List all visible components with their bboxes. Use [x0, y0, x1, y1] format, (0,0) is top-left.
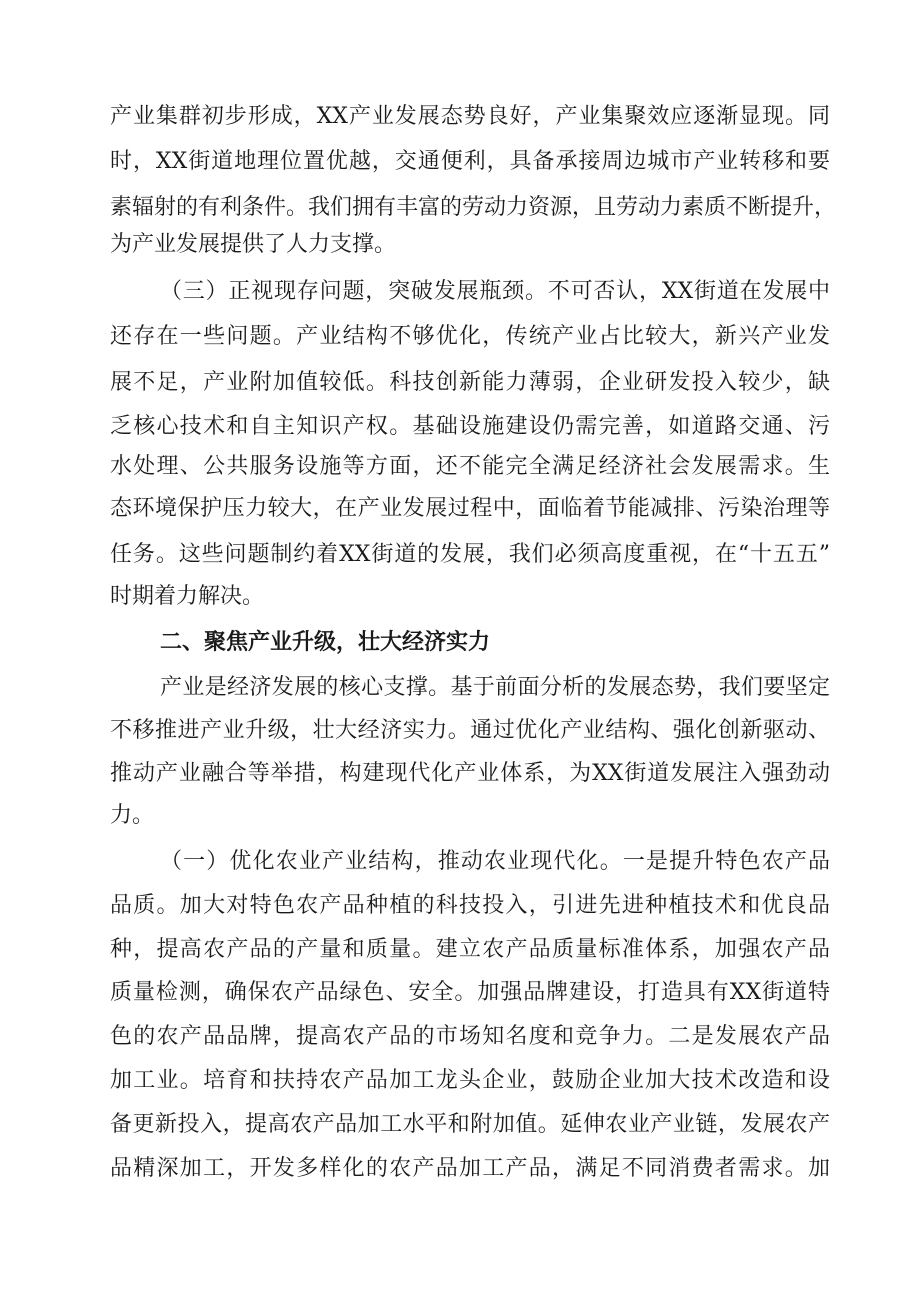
- section-intro-line: （三）正视现存问题，突破发展瓶颈。不可否认，XX街道在发展中: [160, 279, 830, 304]
- subsection-first-line: （一）优化农业产业结构，推动农业现代化。一是提升特色农产品: [160, 849, 830, 874]
- body-line: 加工业。培育和扶持农产品加工龙头企业，鼓励企业加大技术改造和设: [110, 1068, 830, 1093]
- body-line: 素辐射的有利条件。我们拥有丰富的劳动力资源，且劳动力素质不断提升，: [110, 195, 837, 220]
- body-line: 还存在一些问题。产业结构不够优化，传统产业占比较大，新兴产业发: [110, 324, 830, 349]
- body-line: 水处理、公共服务设施等方面，还不能完全满足经济社会发展需求。生: [110, 454, 830, 479]
- body-line: 备更新投入，提高农产品加工水平和附加值。延伸农业产业链，发展农产: [110, 1112, 830, 1137]
- body-line: 种，提高农产品的产量和质量。建立农产品质量标准体系，加强农产品: [110, 937, 830, 962]
- body-line: 色的农产品品牌，提高农产品的市场知名度和竞争力。二是发展农产品: [110, 1024, 830, 1049]
- body-line: 不移推进产业升级，壮大经济实力。通过优化产业结构、强化创新驱动、: [110, 718, 830, 743]
- body-line: 乏核心技术和自主知识产权。基础设施建设仍需完善，如道路交通、污: [110, 414, 830, 439]
- paragraph-first-line: 产业是经济发展的核心支撑。基于前面分析的发展态势，我们要坚定: [160, 675, 830, 700]
- body-line: 质量检测，确保农产品绿色、安全。加强品牌建设，打造具有XX街道特: [110, 980, 830, 1005]
- body-line: 品精深加工，开发多样化的农产品加工产品，满足不同消费者需求。加: [110, 1156, 830, 1181]
- body-line: 展不足，产业附加值较低。科技创新能力薄弱，企业研发投入较少，缺: [110, 370, 830, 395]
- body-line: 推动产业融合等举措，构建现代化产业体系，为XX街道发展注入强劲动: [110, 761, 830, 786]
- body-line: 时期着力解决。: [110, 584, 265, 609]
- body-line: 任务。这些问题制约着XX街道的发展，我们必须高度重视，在“十五五”: [110, 542, 830, 567]
- body-line: 产业集群初步形成，XX产业发展态势良好，产业集聚效应逐渐显现。同: [110, 104, 830, 129]
- body-line: 为产业发展提供了人力支撑。: [110, 232, 397, 257]
- body-line: 力。: [110, 803, 155, 828]
- body-line: 时，XX街道地理位置优越，交通便利，具备承接周边城市产业转移和要: [110, 149, 830, 174]
- body-line: 态环境保护压力较大，在产业发展过程中，面临着节能减排、污染治理等: [110, 496, 830, 521]
- section-heading: 二、聚焦产业升级，壮大经济实力: [160, 630, 491, 655]
- body-line: 品质。加大对特色农产品种植的科技投入，引进先进种植技术和优良品: [110, 893, 830, 918]
